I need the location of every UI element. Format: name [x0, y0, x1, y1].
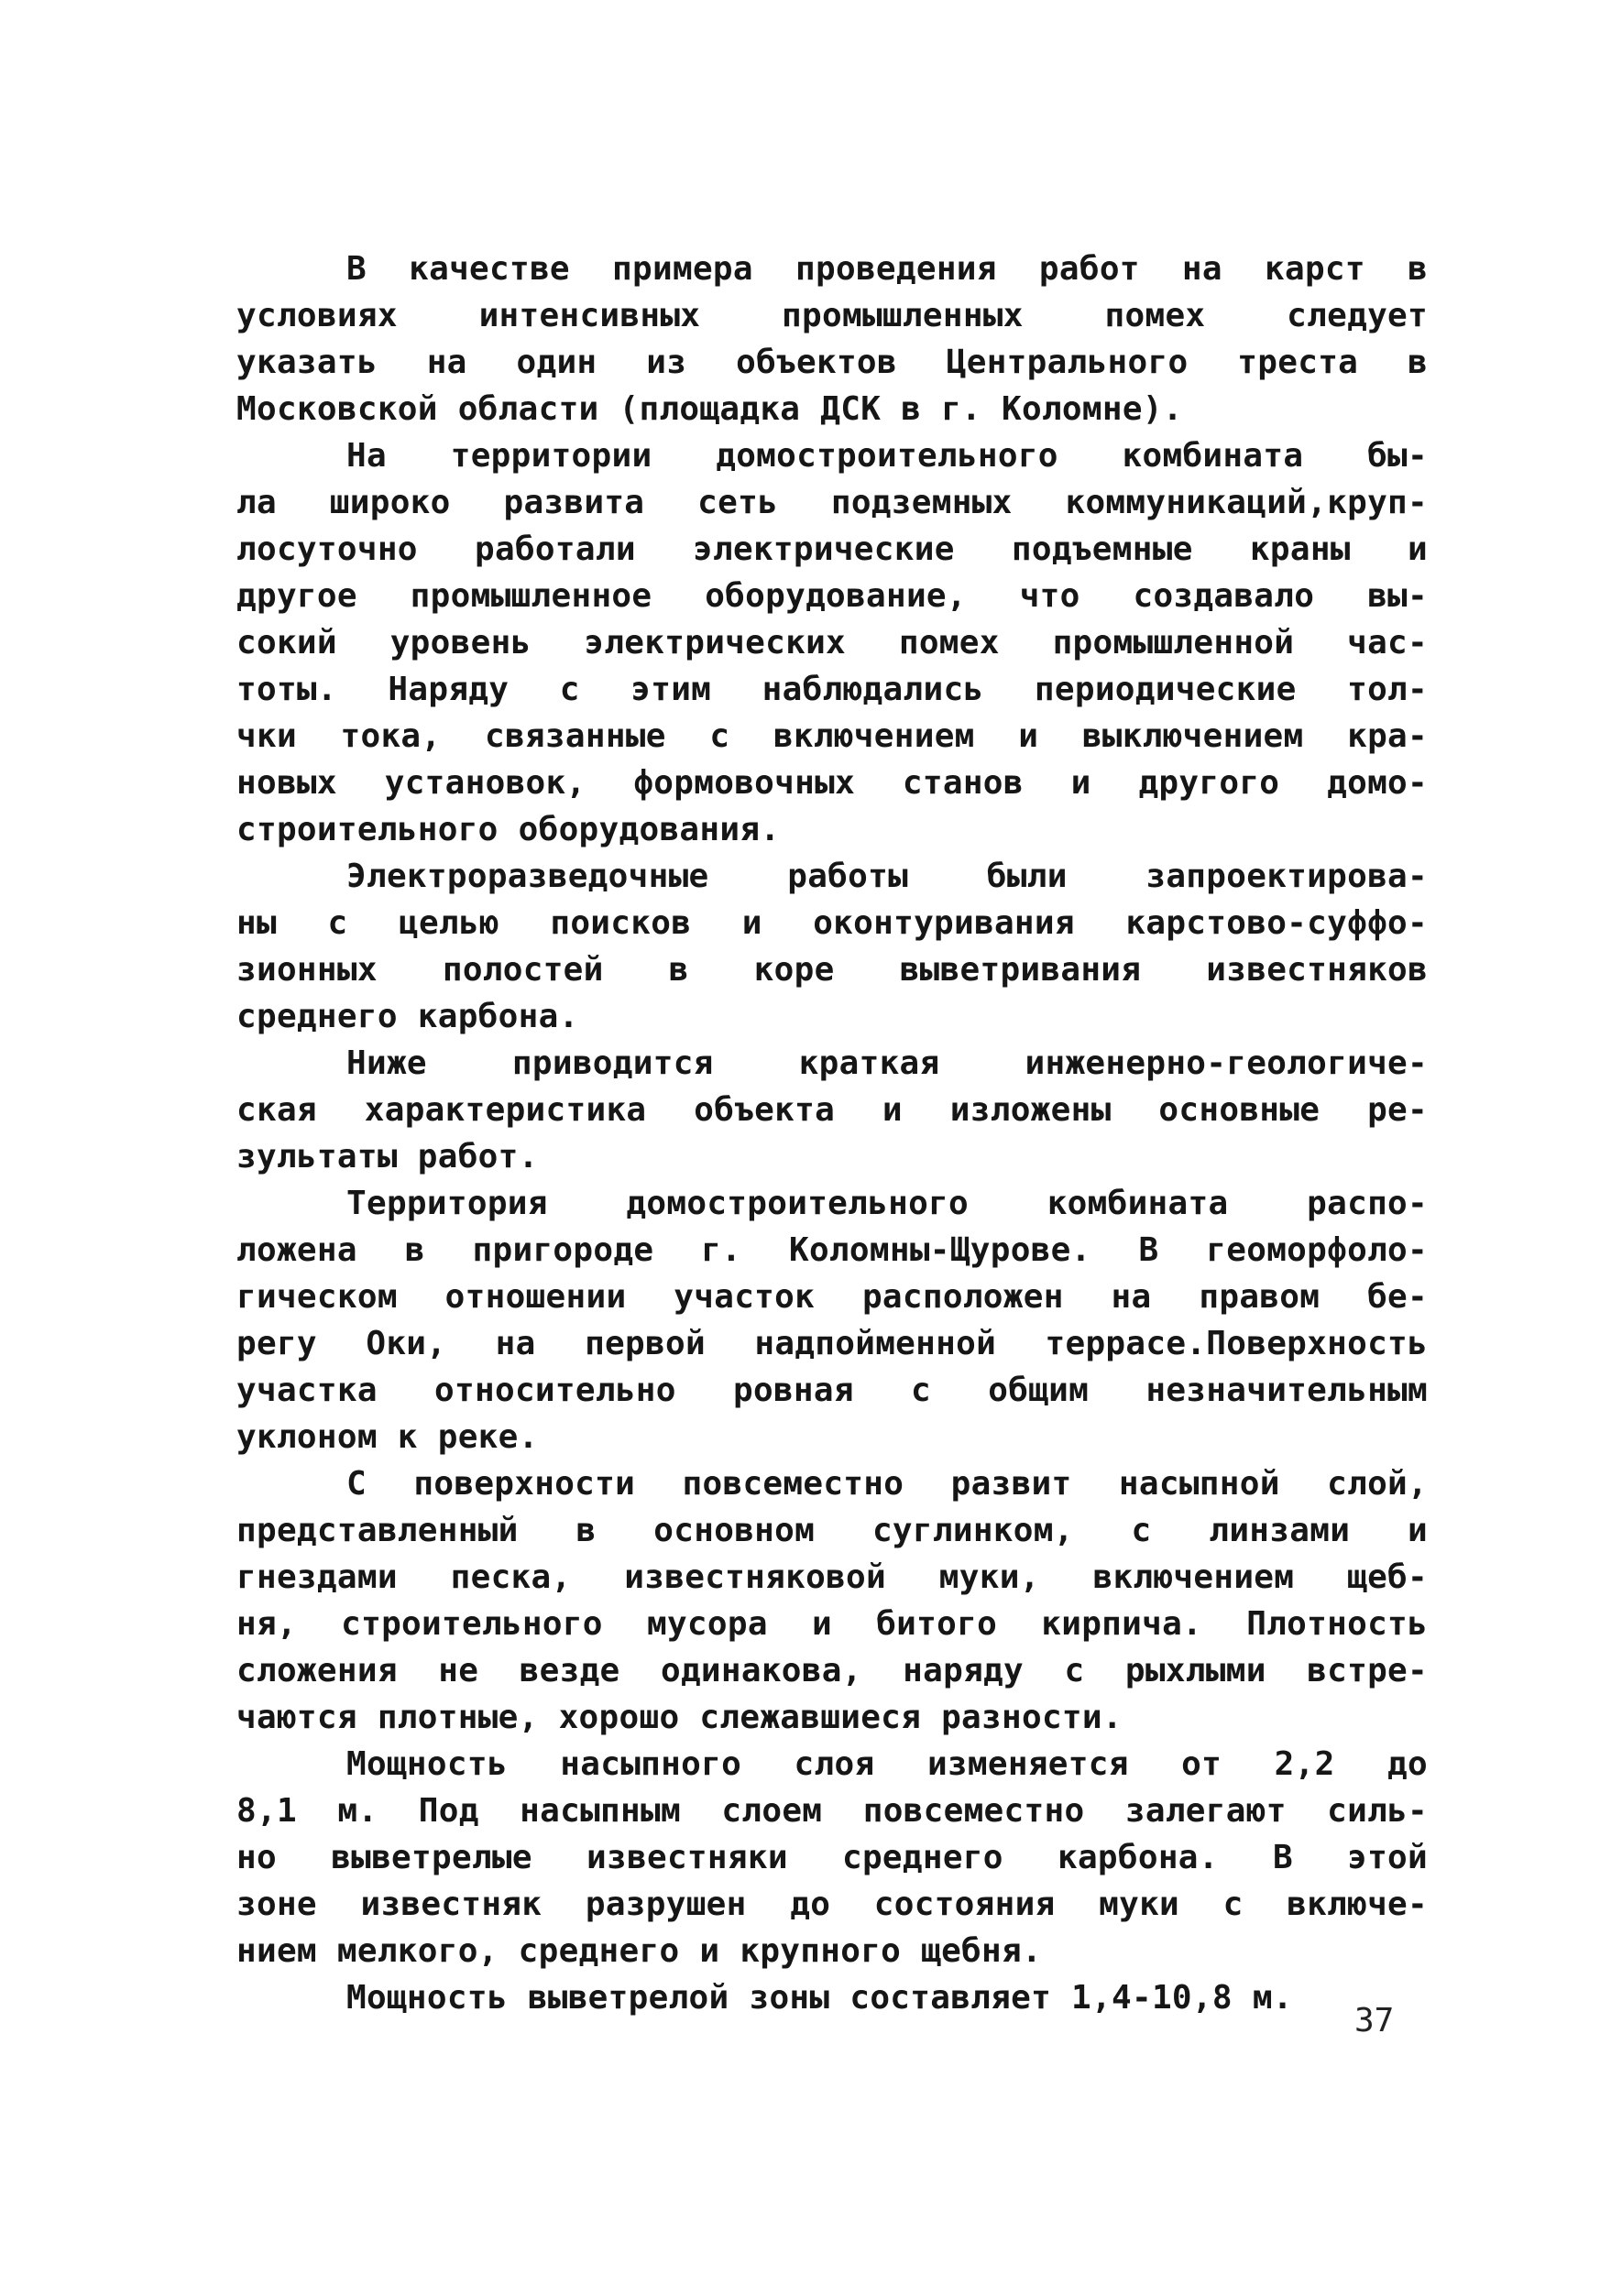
text-line: среднего карбона.	[236, 998, 579, 1035]
text-line: строительного оборудования.	[236, 811, 781, 848]
text-line: ла широко развита сеть подземных коммуникаций,круп-	[236, 484, 1428, 521]
text-line: регу Оки, на первой надпойменной террасе.Поверхность	[236, 1325, 1428, 1362]
text-line: Ниже приводится краткая инженерно-геологиче-	[346, 1044, 1428, 1082]
text-line: тоты. Наряду с этим наблюдались периодические тол-	[236, 671, 1428, 708]
paragraph	[236, 1741, 1428, 1974]
text-line: На территории домостроительного комбината бы-	[346, 437, 1428, 475]
text-line: новых установок, формовочных станов и другого домо-	[236, 764, 1428, 802]
text-line: гнездами песка, известняковой муки, включением щеб-	[236, 1558, 1428, 1596]
text-line: зионных полостей в коре выветривания известняков	[236, 951, 1428, 989]
page-number: 37	[1354, 2002, 1395, 2039]
paragraph	[236, 1180, 1428, 1460]
text-line: Мощность насыпного слоя изменяется от 2,2 до	[346, 1745, 1428, 1783]
paragraph	[236, 1974, 1428, 2021]
paragraph	[236, 853, 1428, 1040]
text-line: представленный в основном суглинком, с линзами и	[236, 1512, 1428, 1549]
text-line: условиях интенсивных промышленных помех следует	[236, 297, 1428, 334]
text-line: ская характеристика объекта и изложены основные ре-	[236, 1091, 1428, 1129]
text-line: ны с целью поисков и оконтуривания карстово-суффо-	[236, 904, 1428, 942]
text-line: лосуточно работали электрические подъемные краны и	[236, 530, 1428, 568]
text-line: участка относительно ровная с общим незначительным	[236, 1372, 1428, 1409]
text-line: чаются плотные, хорошо слежавшиеся разности.	[236, 1699, 1123, 1736]
text-line: ня, строительного мусора и битого кирпича. Плотность	[236, 1605, 1428, 1643]
text-line: С поверхности повсеместно развит насыпной слой,	[346, 1465, 1428, 1503]
text-line: 8,1 м. Под насыпным слоем повсеместно залегают силь-	[236, 1792, 1428, 1830]
text-line: уклоном к реке.	[236, 1418, 539, 1456]
text-line: нием мелкого, среднего и крупного щебня.	[236, 1932, 1042, 1970]
text-line: ложена в пригороде г. Коломны-Щурове. В геоморфоло-	[236, 1231, 1428, 1269]
text-line: сокий уровень электрических помех промышленной час-	[236, 624, 1428, 661]
text-line: чки тока, связанные с включением и выключением кра-	[236, 717, 1428, 755]
paragraph	[236, 246, 1428, 432]
body-text	[236, 246, 1428, 2021]
text-line: другое промышленное оборудование, что создавало вы-	[236, 577, 1428, 615]
paragraph	[236, 1460, 1428, 1741]
text-line: В качестве примера проведения работ на карст в	[346, 250, 1428, 288]
text-line: зоне известняк разрушен до состояния муки с включе-	[236, 1886, 1428, 1923]
text-line: Территория домостроительного комбината распо-	[346, 1185, 1428, 1222]
text-line: сложения не везде одинакова, наряду с рыхлыми встре-	[236, 1652, 1428, 1689]
text-line: Электроразведочные работы были запроектирова-	[346, 858, 1428, 895]
text-line: Московской области (площадка ДСК в г. Коломне).	[236, 390, 1183, 428]
text-line: но выветрелые известняки среднего карбона. В этой	[236, 1839, 1428, 1876]
paragraph	[236, 1040, 1428, 1180]
text-line: гическом отношении участок расположен на правом бе-	[236, 1278, 1428, 1316]
text-line: зультаты работ.	[236, 1138, 539, 1175]
text-line: Мощность выветрелой зоны составляет 1,4-10,8 м.	[346, 1979, 1293, 2017]
text-line: указать на один из объектов Центрального треста в	[236, 344, 1428, 381]
paragraph	[236, 432, 1428, 853]
